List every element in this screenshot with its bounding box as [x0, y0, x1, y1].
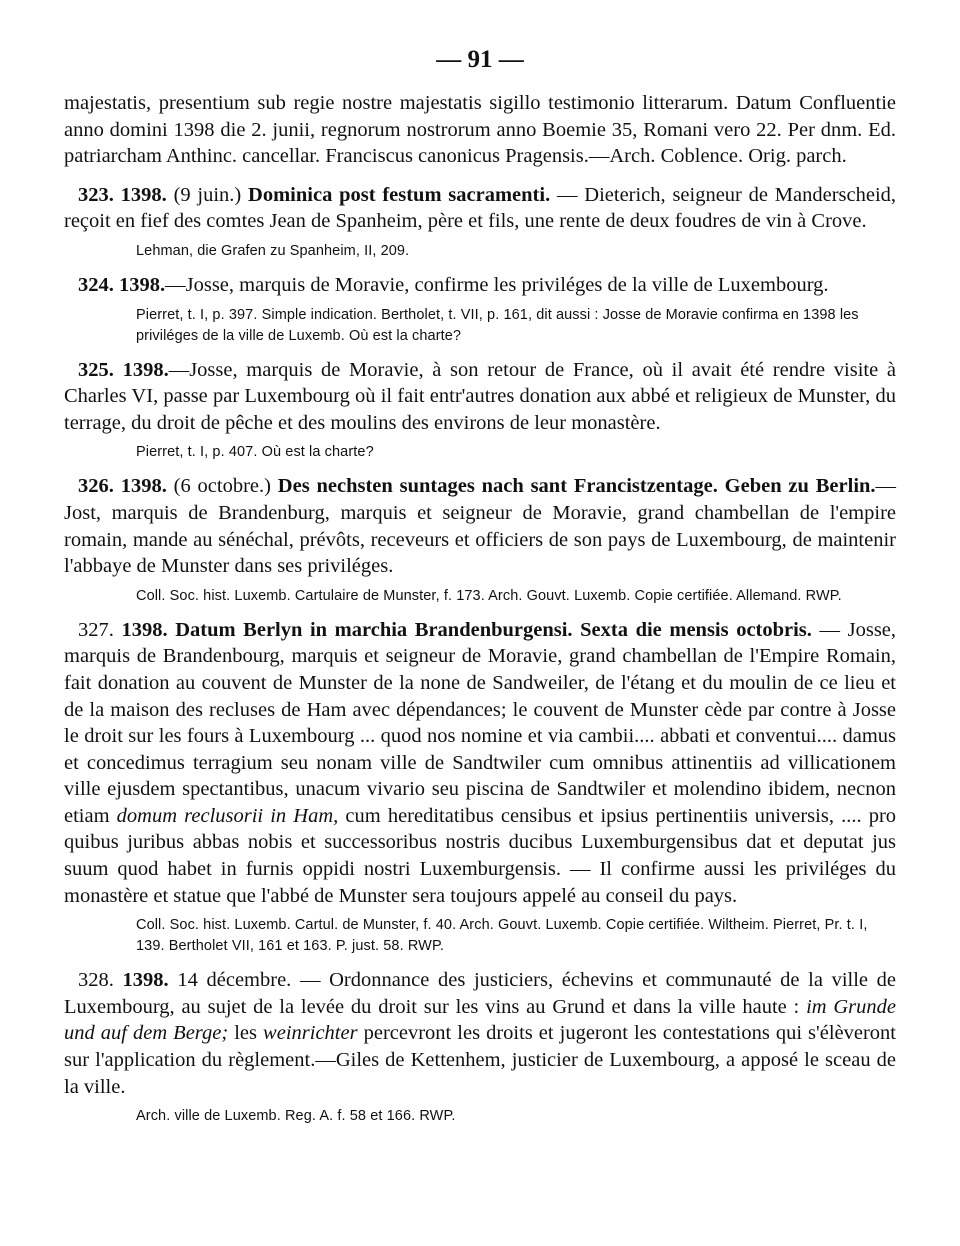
entry-body: les — [234, 1022, 258, 1045]
entry-heading: Datum Berlyn in marchia Brandenburgensi. Sexta die mensis octobris. — [175, 618, 812, 641]
entry-source: Arch. ville de Luxemb. Reg. A. f. 58 et 166. RWP. — [136, 1108, 456, 1125]
entry-number: 328. — [78, 969, 114, 992]
entry-source: Coll. Soc. hist. Luxemb. Cartulaire de Munster, f. 173. Arch. Gouvt. Luxemb. Copie certifiée. Allemand. RWP. — [136, 587, 842, 604]
entry-328 — [64, 967, 896, 1100]
page-number: — 91 — — [436, 46, 524, 73]
entry-italic: im Grunde und auf dem Berge; — [64, 995, 896, 1045]
document-page — [64, 40, 896, 1137]
entry-source: Pierret, t. I, p. 407. Où est la charte? — [136, 444, 374, 461]
entry-source: Lehman, die Grafen zu Spanheim, II, 209. — [136, 242, 410, 259]
entry-326 — [64, 473, 896, 579]
entry-number: 326. — [78, 475, 114, 498]
entry-number: 323. — [78, 183, 114, 206]
entry-heading: Dominica post festum sacramenti. — [248, 183, 551, 206]
entry-year: 1398. — [120, 183, 167, 206]
entry-year: 1398. — [122, 358, 169, 381]
intro-paragraph: majestatis, presentium sub regie nostre majestatis sigillo testimonio litterarum. Datum Confluentie anno domini 1398 die 2. junii, regnorum nostrorum anno Boemie 35, Romani vero 22. Per dnm. Ed. patriarcham Anthinc. cancellar. Franciscus canonicus Pragensis.—Arch. Coblence. Orig. parch. — [64, 92, 896, 168]
entry-italic: weinrichter — [263, 1022, 358, 1045]
entry-date: (9 juin.) — [173, 183, 242, 206]
entry-source: Coll. Soc. hist. Luxemb. Cartul. de Munster, f. 40. Arch. Gouvt. Luxemb. Copie certifiée. Wiltheim. Pierret, Pr. t. I, 139. Bertholet VII, 161 et 163. P. just. 58. RWP. — [136, 917, 868, 955]
entry-number: 324. — [78, 273, 114, 296]
entry-year: 1398. — [119, 273, 166, 296]
entry-year: 1398. — [122, 969, 169, 992]
entry-body: —Josse, marquis de Moravie, à son retour de France, où il avait été rendre visite à Charles VI, passe par Luxembourg où il fait entr'autres donation aux abbé et religieux de Munster, du terrage, du droit de pêche et des moulins des environs de leur monastère. — [64, 358, 897, 434]
entry-body: cum hereditatibus censibus et ipsius pertinentiis universis, .... pro quibus juribus abbas nobis et successoribus nostris ducibus Luxemburgensibus dat et deputat jus suum quod habet in furnis oppidi nostri Luxemburgensis. — Il confirme aussi les priviléges du monastère et statue que l'abbé de Munster sera toujours appelé au conseil du pays. — [64, 804, 897, 907]
entry-heading: Des nechsten suntages nach sant Francistzentage. Geben zu Berlin. — [277, 475, 876, 498]
entry-327 — [64, 617, 896, 910]
entry-number: 325. — [78, 358, 114, 381]
entry-324 — [64, 272, 896, 299]
entry-number: 327. — [78, 618, 114, 641]
entry-source-text: Pierret, t. I, p. 397. Simple indication. Bertholet, t. VII, p. 161, dit aussi : Josse de Moravie confirma en 1398 les priviléges de la ville de Luxemb. Où est la charte? — [136, 306, 859, 344]
entry-323 — [64, 182, 896, 235]
entry-325 — [64, 357, 896, 437]
entry-body: — Ordonnance des justiciers, échevins et communauté de la ville de Luxembourg, au sujet de la levée du droit sur les vins au Grund et dans la ville haute : — [64, 969, 897, 1018]
entry-italic: domum reclusorii in Ham, — [116, 804, 339, 827]
entry-body: percevront les droits et jugeront les contestations qui s'élèveront sur l'application du règlement.—Giles de Kettenhem, justicier de Luxembourg, a apposé le sceau de la ville. — [64, 1022, 896, 1098]
entry-date: 14 décembre. — [177, 969, 292, 992]
entry-body: —Josse, marquis de Moravie, confirme les priviléges de la ville de Luxembourg. — [165, 273, 829, 296]
entry-body: — Josse, marquis de Brandenbourg, marquis et seigneur de Moravie, grand chambellan de l'Empire Romain, fait donation au couvent de Munster de la none de Sandweiler, de l'étang et du moulin de ce lieu et de la maison des recluses de Ham avec dépendances; le couvent de Munster cède par contre à Josse le droit sur les fours à Luxembourg ... quod nos nomine et via cambii.... abbati et conventui.... damus et concedimus terragium seu nonam ville de Sandtwiler cum omnibus attinentiis ad villicationem ville ejusdem spectantibus, unacum vivario seu piscina de Sandtwiler et molendino ibidem, necnon etiam — [64, 618, 897, 827]
entry-year: 1398. — [121, 618, 168, 641]
entry-year: 1398. — [120, 475, 167, 498]
entry-date: (6 octobre.) — [173, 475, 271, 498]
entry-source — [64, 305, 896, 347]
entry-body: —Jost, marquis de Brandenburg, marquis et seigneur de Moravie, grand chambellan de l'empire romain, mande au sénéchal, prévôts, receveurs et officiers de son pays de Luxembourg, de maintenir l'abbaye de Munster dans ses priviléges. — [64, 475, 897, 578]
entry-body: — Dieterich, seigneur de Manderscheid, reçoit en fief des comtes Jean de Spanheim, père et fils, une rente de deux foudres de vin à Crove. — [64, 183, 897, 233]
